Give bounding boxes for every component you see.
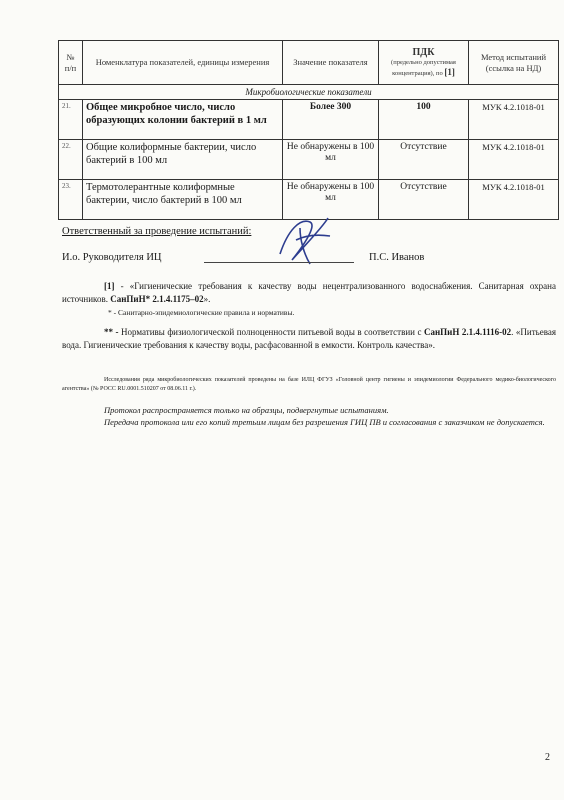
table-row: [59, 140, 559, 180]
section-row: [59, 85, 559, 100]
row-num: 23.: [59, 180, 83, 220]
note-2: [62, 326, 556, 352]
row-pdk: 100: [379, 100, 469, 140]
protocol-note-1: Протокол распространяется только на образцы, подвергнутые испытаниям.: [104, 405, 389, 415]
page-number: 2: [545, 752, 550, 763]
header-num: № п/п: [59, 41, 83, 85]
protocol-note-2: Передача протокола или его копий третьим лицам без разрешения ГИЦ ПВ и согласования с заказчиком не допускается.: [104, 417, 545, 427]
row-pdk: Отсутствие: [379, 140, 469, 180]
row-method: МУК 4.2.1018-01: [469, 140, 559, 180]
note2-mark: ** -: [104, 327, 119, 337]
header-pdk-sub: (предельно допустимая концентрация), по: [391, 59, 456, 78]
row-method: МУК 4.2.1018-01: [469, 100, 559, 140]
note-1: [62, 280, 556, 306]
row-num: 21.: [59, 100, 83, 140]
results-table: [58, 40, 559, 220]
header-value: Значение показателя: [283, 41, 379, 85]
header-name: Номенклатура показателей, единицы измерения: [83, 41, 283, 85]
row-name: Общее микробное число, число образующих колонии бактерий в 1 мл: [83, 100, 283, 140]
row-value: Более 300: [283, 100, 379, 140]
note1-ref: [1]: [104, 281, 115, 291]
note2-bold: СанПиН 2.1.4.1116-02: [423, 327, 512, 337]
note2-end: . «Питьевая вода. Гигиенические требования к качеству воды, расфасованной в емкости. Контроль качества».: [62, 327, 556, 351]
signature-mark: [270, 210, 340, 270]
head-title: И.о. Руководителя ИЦ: [62, 252, 162, 263]
table-header-row: [59, 41, 559, 85]
header-pdk-ref: [1]: [444, 67, 455, 78]
note2-text: Нормативы физиологической полноценности питьевой воды в соответствии с: [118, 327, 424, 337]
note1-text: - «Гигиенические требования к качеству воды нецентрализованного водоснабжения. Санитарная охрана источников.: [62, 281, 556, 305]
header-pdk-main: ПДК: [412, 46, 435, 58]
row-name: Термотолерантные колиформные бактерии, число бактерий в 100 мл: [83, 180, 283, 220]
table-row: [59, 100, 559, 140]
responsible-label: Ответственный за проведение испытаний:: [62, 226, 252, 237]
head-name: П.С. Иванов: [369, 252, 425, 263]
note1-star: * - Санитарно-эпидемиологические правила и нормативы.: [108, 308, 295, 317]
row-num: 22.: [59, 140, 83, 180]
row-value: Не обнаружены в 100 мл: [283, 180, 379, 220]
row-method: МУК 4.2.1018-01: [469, 180, 559, 220]
row-value: Не обнаружены в 100 мл: [283, 140, 379, 180]
row-name: Общие колиформные бактерии, число бактерий в 100 мл: [83, 140, 283, 180]
header-pdk: [379, 41, 469, 85]
section-title: Микробиологические показатели: [59, 85, 559, 100]
note1-end: ».: [203, 294, 211, 305]
row-pdk: Отсутствие: [379, 180, 469, 220]
header-method: Метод испытаний (ссылка на НД): [469, 41, 559, 85]
study-note: Исследования ряда микробиологических показателей проведены на базе ИЛЦ ФГУЗ «Головной центр гигиены и эпидемиологии Федерального медико-биологического агентства» (№ РОСС RU.0001.510207 от 08.06.11 г.).: [62, 377, 556, 392]
signature-line: [204, 262, 354, 263]
note1-bold: СанПиН* 2.1.4.1175–02: [110, 294, 204, 305]
